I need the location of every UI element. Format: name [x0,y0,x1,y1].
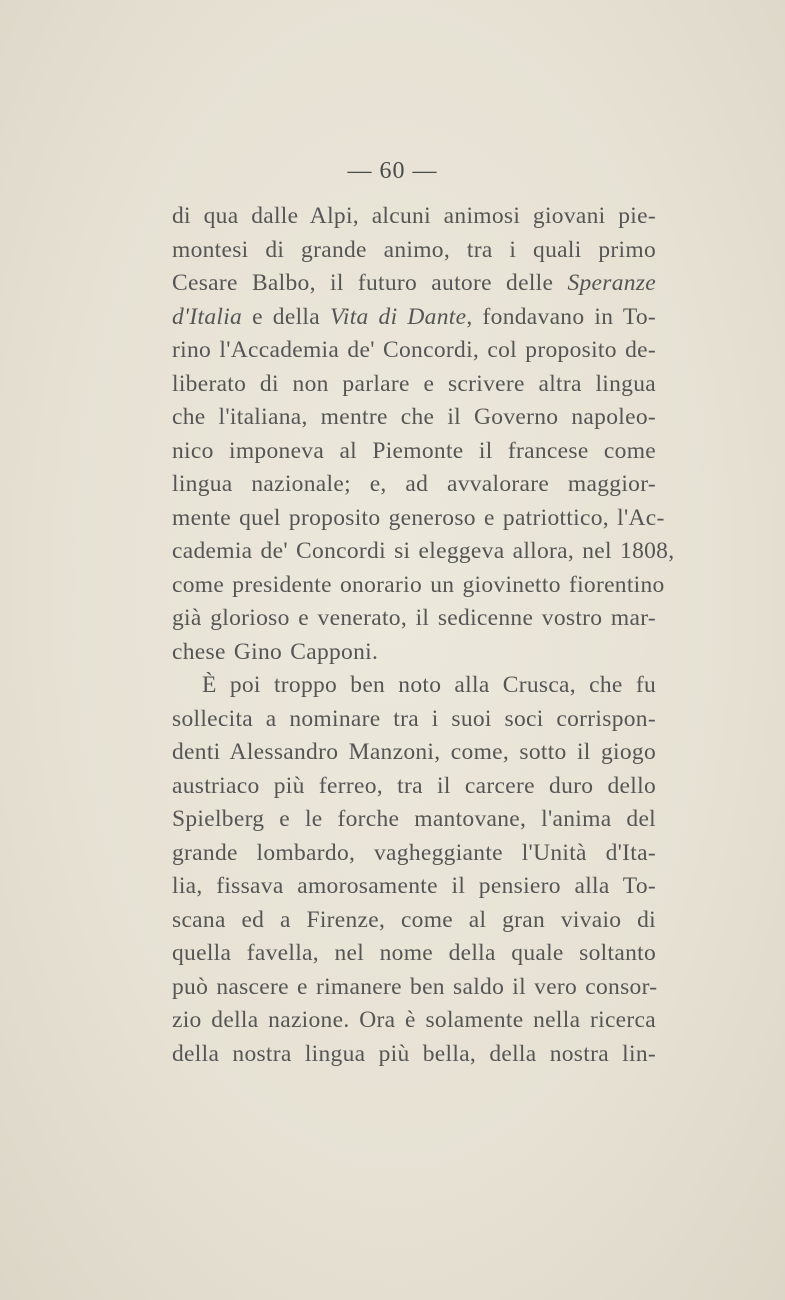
text-line [172,904,656,938]
text-segment: denti Alessandro Manzoni, come, sotto il giogo [172,739,656,765]
text-segment: , fondavano in To- [466,303,657,330]
text-segment: lingua nazionale; e, ad avvalorare maggior- [172,471,656,497]
text-segment: già glorioso e venerato, il sedicenne vostro mar- [172,605,656,631]
text-line [172,569,665,603]
text-segment: liberato di non parlare e scrivere altra lingua [172,370,656,397]
text-segment: e della [242,303,330,330]
text-line [172,1004,656,1038]
text-line [172,401,656,435]
text-line [172,301,656,335]
text-line [172,200,656,234]
text-segment: austriaco più ferreo, tra il carcere duro dello [172,772,656,799]
text-line [172,636,656,670]
text-segment: Spielberg e le forche mantovane, l'anima del [172,806,656,832]
text-segment: Speranze [567,270,656,296]
text-line [172,535,675,569]
text-line [172,368,656,402]
text-segment: può nascere e rimanere ben saldo il vero consor- [172,973,658,1000]
text-segment: rino l'Accademia de' Concordi, col proposito de- [172,337,656,363]
text-segment: cademia de' Concordi si eleggeva allora, nel 1808, [172,538,675,564]
text-line [172,234,656,268]
page-number: — 60 — [347,158,438,184]
text-segment: zio della nazione. Ora è solamente nella ricerca [172,1007,656,1033]
text-line [172,870,656,904]
text-segment: della nostra lingua più bella, della nostra lin- [172,1040,656,1067]
text-line [172,334,656,368]
text-line [172,703,656,737]
text-segment: d'Italia [172,303,243,330]
text-line [172,602,656,636]
text-segment: quella favella, nel nome della quale soltanto [172,940,656,966]
text-line [172,468,656,502]
text-segment: come presidente onorario un giovinetto fiorentino [172,571,665,598]
text-segment: grande lombardo, vagheggiante l'Unità d'Ita- [172,839,656,866]
body-text [172,200,675,1071]
text-segment: mente quel proposito generoso e patriottico, l'Ac- [172,504,665,531]
text-segment: nico imponeva al Piemonte il francese come [172,437,656,464]
text-line [172,937,656,971]
text-segment: scana ed a Firenze, come al gran vivaio di [172,906,656,933]
text-line [172,502,665,536]
text-line [172,669,656,703]
text-line [172,803,656,837]
text-segment: che l'italiana, mentre che il Governo napoleo- [172,404,656,430]
text-line [172,1038,656,1072]
text-segment: Vita di Dante [329,303,467,330]
text-segment: È poi troppo ben noto alla Crusca, che fu [202,672,656,698]
text-segment: chese Gino Capponi. [172,638,379,665]
text-segment: Cesare Balbo, il futuro autore delle [172,270,568,296]
text-line [172,971,656,1005]
text-line [172,837,656,871]
text-segment: lia, fissava amorosamente il pensiero alla To- [172,873,656,899]
text-segment: di qua dalle Alpi, alcuni animosi giovani pie- [172,203,656,229]
text-line [172,770,656,804]
text-segment: montesi di grande animo, tra i quali primo [172,236,656,263]
text-line [172,435,656,469]
text-line [172,736,656,770]
text-segment: sollecita a nominare tra i suoi soci corrispon- [172,705,656,732]
text-line [172,267,656,301]
